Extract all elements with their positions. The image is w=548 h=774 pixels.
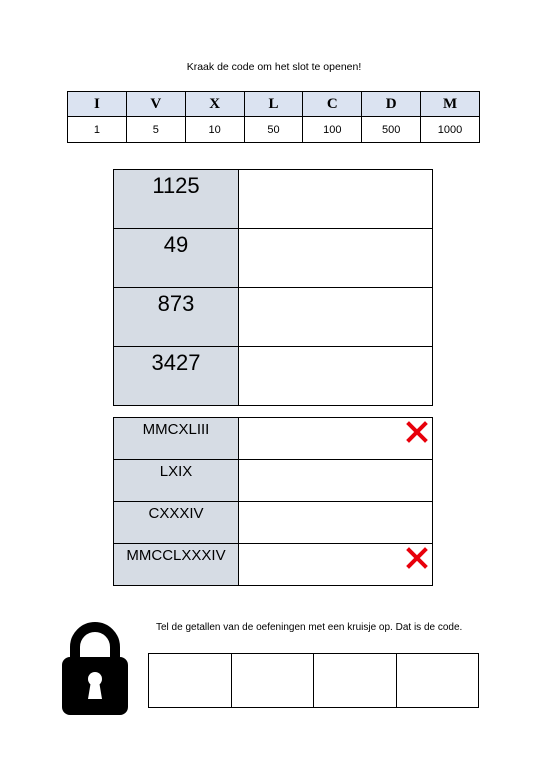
legend-value: 100 (303, 117, 362, 143)
red-cross-icon (406, 547, 428, 569)
answer-cell[interactable] (239, 502, 433, 544)
code-box[interactable] (314, 654, 397, 708)
answer-cell[interactable] (239, 229, 433, 288)
table-row (114, 347, 433, 406)
table-row (114, 418, 433, 460)
code-box[interactable] (149, 654, 232, 708)
roman-to-arabic-table (113, 417, 433, 586)
exercise-numeral: LXIX (114, 460, 239, 502)
exercise-number: 873 (114, 288, 239, 347)
answer-cell[interactable] (239, 544, 433, 586)
answer-cell[interactable] (239, 288, 433, 347)
code-instruction: Tel de getallen van de oefeningen met een kruisje op. Dat is de code. (156, 622, 463, 633)
exercise-numeral: MMCXLIII (114, 418, 239, 460)
legend-symbol: C (303, 92, 362, 117)
legend-value: 5 (126, 117, 185, 143)
table-row (114, 170, 433, 229)
exercise-numeral: CXXXIV (114, 502, 239, 544)
answer-cell[interactable] (239, 418, 433, 460)
red-cross-icon (406, 421, 428, 443)
table-row (114, 544, 433, 586)
page-title: Kraak de code om het slot te openen! (186, 61, 362, 73)
answer-cell[interactable] (239, 460, 433, 502)
code-box[interactable] (231, 654, 314, 708)
legend-symbol: I (68, 92, 127, 117)
arabic-to-roman-table (113, 169, 433, 406)
padlock-icon (62, 617, 128, 715)
exercise-numeral: MMCCLXXXIV (114, 544, 239, 586)
exercise-number: 1125 (114, 170, 239, 229)
table-row (114, 288, 433, 347)
answer-cell[interactable] (239, 347, 433, 406)
legend-value: 50 (244, 117, 303, 143)
table-row (114, 460, 433, 502)
code-box[interactable] (396, 654, 479, 708)
table-row (114, 502, 433, 544)
exercise-number: 49 (114, 229, 239, 288)
legend-value: 1000 (421, 117, 480, 143)
exercise-number: 3427 (114, 347, 239, 406)
table-row (114, 229, 433, 288)
legend-value: 500 (362, 117, 421, 143)
legend-value: 10 (185, 117, 244, 143)
code-entry-boxes (148, 653, 479, 708)
legend-symbol: D (362, 92, 421, 117)
legend-symbol: M (421, 92, 480, 117)
legend-symbol: V (126, 92, 185, 117)
answer-cell[interactable] (239, 170, 433, 229)
legend-value: 1 (68, 117, 127, 143)
roman-legend-table (67, 91, 480, 143)
legend-symbol: L (244, 92, 303, 117)
legend-symbol: X (185, 92, 244, 117)
